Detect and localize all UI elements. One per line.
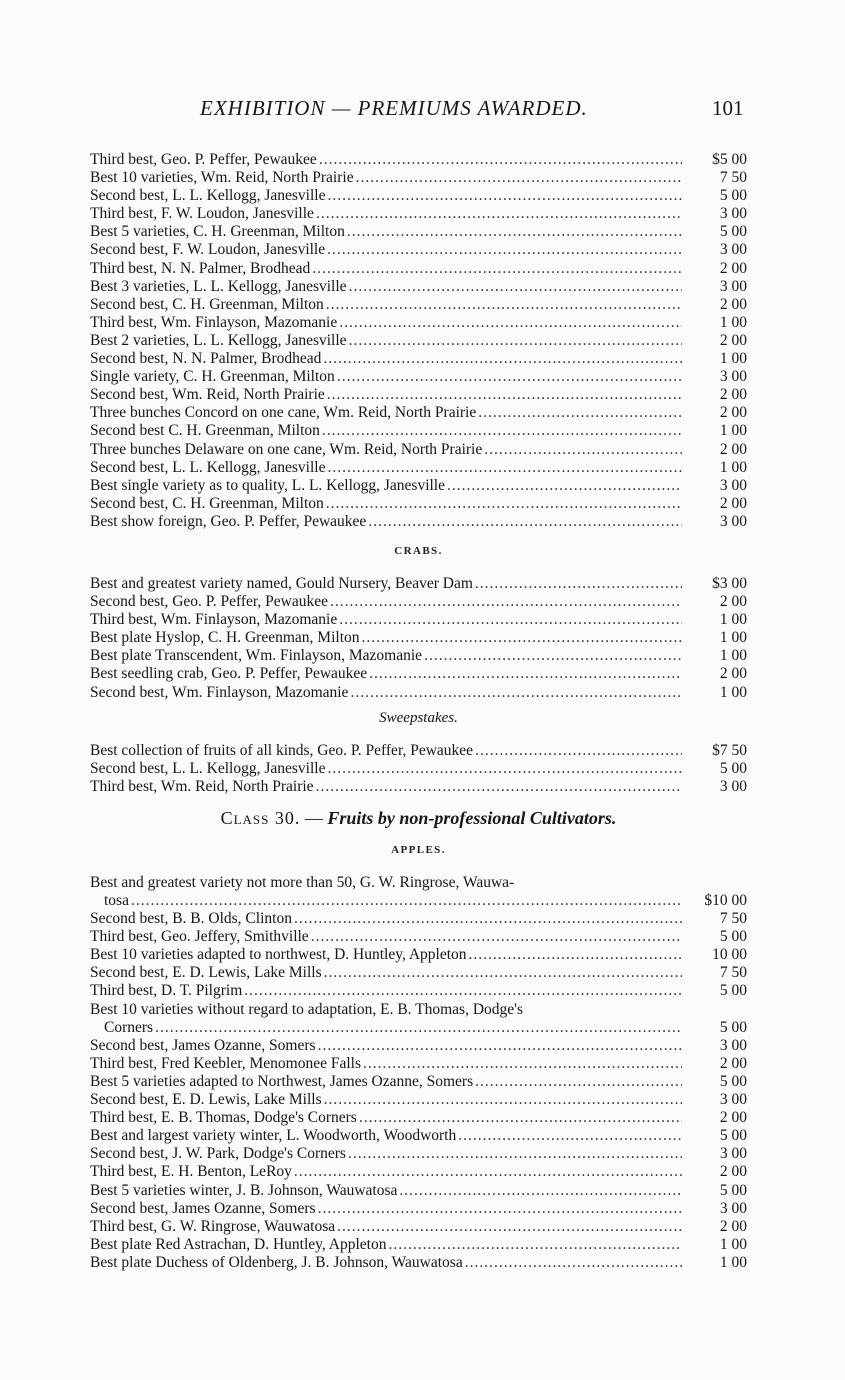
entry-row: [90, 593, 747, 611]
entry-row: [90, 314, 747, 332]
class-label: Class 30.: [220, 807, 301, 828]
entry-amount: 3 00: [719, 205, 747, 223]
dot-leader: [318, 1037, 682, 1055]
entry-text: Second best, N. N. Palmer, Brodhead: [90, 350, 322, 368]
running-title: EXHIBITION — PREMIUMS AWARDED.: [200, 96, 588, 120]
entry-amount: 1 00: [719, 611, 747, 629]
entry-row: [90, 742, 747, 760]
entry-row: [90, 1218, 747, 1236]
dot-leader: [399, 1182, 682, 1200]
entry-amount: $3 00: [712, 574, 747, 592]
entry-row: [90, 205, 747, 223]
entry-row: [90, 1163, 747, 1181]
dot-leader: [323, 350, 682, 368]
dot-leader: [349, 332, 682, 350]
dot-leader: [155, 1019, 682, 1037]
entry-text: Best 5 varieties winter, J. B. Johnson, Wauwatosa: [90, 1181, 398, 1199]
entry-text: Three bunches Concord on one cane, Wm. Reid, North Prairie: [90, 404, 477, 422]
entry-amount: 10 00: [712, 946, 747, 964]
dot-leader: [424, 647, 682, 665]
class-title: Fruits by non-professional Cultivators.: [327, 807, 617, 828]
entry-text: Second best, C. H. Greenman, Milton: [90, 494, 324, 512]
entry-row: [90, 1091, 747, 1109]
entry-row: [90, 187, 747, 205]
entry-row: [90, 1182, 747, 1200]
page-number: 101: [712, 96, 744, 120]
dot-leader: [388, 1236, 682, 1254]
dot-leader: [324, 1091, 682, 1109]
entry-row: [90, 946, 747, 964]
apples-first-entry: [90, 874, 747, 910]
dot-leader: [294, 1163, 682, 1181]
entry-row: [90, 350, 747, 368]
entry-row: [90, 1073, 747, 1091]
entry-text: Best plate Red Astrachan, D. Huntley, Appleton: [90, 1235, 387, 1253]
entry-text: Third best, Wm. Finlayson, Mazomanie: [90, 611, 338, 629]
entry-amount: 2 00: [719, 259, 747, 277]
entry-amount: 2 00: [719, 1217, 747, 1235]
entry-row: [90, 778, 747, 796]
entry-amount: 2 00: [719, 1109, 747, 1127]
entry-text: Single variety, C. H. Greenman, Milton: [90, 368, 335, 386]
entry-row: [90, 459, 747, 477]
entry-amount: 3 00: [719, 512, 747, 530]
entry-row: [90, 982, 747, 1000]
entry-row: [90, 332, 747, 350]
entry-amount: 1 00: [719, 1235, 747, 1253]
entry-text: Second best, L. L. Kellogg, Janesville: [90, 759, 326, 777]
dot-leader: [316, 205, 682, 223]
apples-heading: APPLES.: [391, 843, 446, 856]
entry-text: Third best, F. W. Loudon, Janesville: [90, 205, 314, 223]
entry-amount: 1 00: [719, 313, 747, 331]
entry-amount: 2 00: [719, 665, 747, 683]
entry-row: [90, 1037, 747, 1055]
dot-leader: [319, 151, 682, 169]
entry-row: [90, 1055, 747, 1073]
dot-leader: [327, 386, 682, 404]
entry-amount: $5 00: [712, 151, 747, 168]
entry-text: Third best, Geo. P. Peffer, Pewaukee: [90, 151, 317, 168]
entry-amount: 2 00: [719, 331, 747, 349]
entry-row: [90, 241, 747, 259]
entry-text: Second best, James Ozanne, Somers: [90, 1199, 316, 1217]
entry-text: Best plate Transcendent, Wm. Finlayson, Mazomanie: [90, 647, 423, 665]
entry-row: [90, 513, 747, 531]
entry-amount: $10 00: [704, 892, 747, 909]
entry-text: Third best, E. B. Thomas, Dodge's Corners: [90, 1109, 357, 1127]
entry-amount: 1 00: [719, 422, 747, 440]
entry-amount: 2 00: [719, 386, 747, 404]
entry-row: [90, 223, 747, 241]
entry-amount: 5 00: [719, 187, 747, 205]
entry-amount: 5 00: [719, 928, 747, 946]
entry-row: [90, 278, 747, 296]
sweepstakes-list: [90, 742, 747, 796]
dot-leader: [350, 684, 682, 702]
entry-amount: 2 00: [719, 440, 747, 458]
dot-leader: [484, 441, 682, 459]
dot-leader: [326, 495, 682, 513]
entry-row: [90, 575, 747, 593]
entry-text: Second best, F. W. Loudon, Janesville: [90, 241, 326, 259]
dot-leader: [327, 241, 682, 259]
dot-leader: [458, 1127, 682, 1145]
dot-leader: [469, 946, 682, 964]
entry-text: Third best, N. N. Palmer, Brodhead: [90, 259, 311, 277]
entry-text: Second best, E. D. Lewis, Lake Mills: [90, 964, 322, 982]
entry-text-line: Best 10 varieties without regard to adaptation, E. B. Thomas, Dodge's: [90, 1000, 523, 1018]
entry-text: Second best, James Ozanne, Somers: [90, 1036, 316, 1054]
entry-text: Best 2 varieties, L. L. Kellogg, Janesville: [90, 331, 347, 349]
dot-leader: [362, 629, 683, 647]
class-dash: —: [300, 807, 328, 828]
entry-text: Best plate Hyslop, C. H. Greenman, Milton: [90, 629, 360, 647]
dot-leader: [349, 278, 682, 296]
dot-leader: [339, 611, 682, 629]
entry-amount: 5 00: [719, 1127, 747, 1145]
entry-amount: 7 50: [719, 964, 747, 982]
dot-leader: [478, 404, 682, 422]
entry-amount: 1 00: [719, 458, 747, 476]
dot-leader: [337, 368, 682, 386]
entry-row: [90, 1019, 747, 1037]
entry-row: [90, 629, 747, 647]
entry-text: Third best, Wm. Finlayson, Mazomanie: [90, 313, 338, 331]
dot-leader: [447, 477, 682, 495]
entry-text: Third best, D. T. Pilgrim: [90, 982, 243, 1000]
class-heading: [90, 806, 747, 830]
entry-row: [90, 441, 747, 459]
entry-text: Third best, G. W. Ringrose, Wauwatosa: [90, 1217, 336, 1235]
entry-amount: 3 00: [719, 1145, 747, 1163]
entry-amount: 3 00: [719, 1036, 747, 1054]
entry-row: [90, 760, 747, 778]
entry-text: Second best, L. L. Kellogg, Janesville: [90, 458, 326, 476]
entry-text: Three bunches Delaware on one cane, Wm. Reid, North Prairie: [90, 440, 483, 458]
entry-row: [90, 910, 747, 928]
dot-leader: [324, 964, 682, 982]
entry-amount: 7 50: [719, 169, 747, 187]
dot-leader: [327, 187, 682, 205]
dot-leader: [475, 575, 682, 593]
dot-leader: [318, 1200, 682, 1218]
entry-row: [90, 1236, 747, 1254]
entry-text: Second best, L. L. Kellogg, Janesville: [90, 187, 326, 205]
entry-amount: 1 00: [719, 683, 747, 701]
entry-amount: 1 00: [719, 629, 747, 647]
entry-amount: 7 50: [719, 910, 747, 928]
dot-leader: [131, 892, 682, 910]
entry-amount: 5 00: [719, 1072, 747, 1090]
entry-row: [90, 260, 747, 278]
entry-row: [90, 1254, 747, 1272]
entry-amount: 1 00: [719, 1253, 747, 1271]
dot-leader: [294, 910, 682, 928]
entry-row: [90, 1127, 747, 1145]
entry-text: Best 10 varieties adapted to northwest, D. Huntley, Appleton: [90, 946, 467, 964]
entry-amount: 2 00: [719, 404, 747, 422]
entry-row: [90, 1145, 747, 1163]
apples-adaptation-entry: [90, 1001, 747, 1037]
entry-text: Second best, Geo. P. Peffer, Pewaukee: [90, 593, 328, 611]
apples-list-b: [90, 1037, 747, 1272]
entry-row: [90, 928, 747, 946]
entry-text: Second best C. H. Greenman, Milton: [90, 422, 320, 440]
dot-leader: [475, 1073, 682, 1091]
entry-amount: $7 50: [712, 741, 747, 759]
entry-text: Third best, Geo. Jeffery, Smithville: [90, 928, 309, 946]
crabs-heading: CRABS.: [394, 544, 443, 557]
dot-leader: [322, 422, 682, 440]
entry-text: Second best, C. H. Greenman, Milton: [90, 295, 324, 313]
entry-amount: 2 00: [719, 593, 747, 611]
entry-text: Second best, E. D. Lewis, Lake Mills: [90, 1091, 322, 1109]
entry-row: [90, 404, 747, 422]
dot-leader: [326, 296, 682, 314]
entry-text: Second best, Wm. Finlayson, Mazomanie: [90, 683, 349, 701]
entry-text: Corners: [104, 1018, 154, 1036]
entry-amount: 3 00: [719, 1091, 747, 1109]
entry-amount: 5 00: [719, 223, 747, 241]
entry-text: Best 5 varieties, C. H. Greenman, Milton: [90, 223, 345, 241]
entry-row: [90, 964, 747, 982]
entry-row: [90, 1200, 747, 1218]
entry-row: [90, 368, 747, 386]
entry-text: Best single variety as to quality, L. L. Kellogg, Janesville: [90, 476, 445, 494]
entry-row: [90, 422, 747, 440]
entry-text: Third best, E. H. Benton, LeRoy: [90, 1163, 292, 1181]
entry-amount: 5 00: [719, 1018, 747, 1036]
dot-leader: [465, 1254, 682, 1272]
entry-row: [90, 1109, 747, 1127]
premium-list: [90, 151, 747, 1272]
entry-amount: 1 00: [719, 647, 747, 665]
entry-amount: 5 00: [719, 759, 747, 777]
running-head: [0, 94, 845, 122]
entry-row: [90, 169, 747, 187]
entry-amount: 3 00: [719, 368, 747, 386]
dot-leader: [356, 169, 682, 187]
entry-text-line: Best and greatest variety not more than 50, G. W. Ringrose, Wauwa-: [90, 873, 515, 891]
entry-amount: 3 00: [719, 241, 747, 259]
entry-text: Best 10 varieties, Wm. Reid, North Prairie: [90, 169, 354, 187]
entry-row: [90, 477, 747, 495]
entry-row: [90, 892, 747, 910]
entry-amount: 1 00: [719, 350, 747, 368]
entry-row: [90, 647, 747, 665]
entry-amount: 3 00: [719, 1199, 747, 1217]
dot-leader: [330, 593, 682, 611]
entry-row: [90, 684, 747, 702]
entry-text: tosa: [104, 892, 129, 909]
entry-text: Third best, Wm. Reid, North Prairie: [90, 777, 314, 795]
entry-text: Best seedling crab, Geo. P. Peffer, Pewaukee: [90, 665, 368, 683]
dot-leader: [363, 1055, 682, 1073]
crabs-list: [90, 575, 747, 702]
dot-leader: [311, 928, 682, 946]
entry-text: Second best, B. B. Olds, Clinton: [90, 910, 292, 928]
entry-amount: 5 00: [719, 1181, 747, 1199]
entry-text: Best collection of fruits of all kinds, Geo. P. Peffer, Pewaukee: [90, 741, 474, 759]
entry-amount: 3 00: [719, 777, 747, 795]
entry-row: [90, 151, 747, 169]
entry-amount: 2 00: [719, 1054, 747, 1072]
entry-text: Best and greatest variety named, Gould Nursery, Beaver Dam: [90, 574, 473, 592]
dot-leader: [369, 665, 682, 683]
entry-amount: 5 00: [719, 982, 747, 1000]
dot-leader: [347, 223, 682, 241]
entry-text: Best 5 varieties adapted to Northwest, James Ozanne, Somers: [90, 1072, 474, 1090]
entry-text: Best plate Duchess of Oldenberg, J. B. Johnson, Wauwatosa: [90, 1253, 463, 1271]
entry-text: Second best, Wm. Reid, North Prairie: [90, 386, 325, 404]
entry-amount: 2 00: [719, 494, 747, 512]
dot-leader: [348, 1145, 682, 1163]
dot-leader: [339, 314, 682, 332]
dot-leader: [359, 1109, 682, 1127]
entry-row: [90, 386, 747, 404]
dot-leader: [327, 459, 682, 477]
entry-text: Best show foreign, Geo. P. Peffer, Pewaukee: [90, 512, 367, 530]
entry-text: Best and largest variety winter, L. Woodworth, Woodworth: [90, 1127, 457, 1145]
dot-leader: [244, 982, 682, 1000]
entry-text: Second best, J. W. Park, Dodge's Corners: [90, 1145, 346, 1163]
entry-amount: 2 00: [719, 295, 747, 313]
apples-list-a: [90, 910, 747, 1000]
entry-text: Third best, Fred Keebler, Menomonee Falls: [90, 1054, 361, 1072]
grapes-continued-list: [90, 151, 747, 531]
dot-leader: [475, 742, 682, 760]
entry-text: Best 3 varieties, L. L. Kellogg, Janesville: [90, 277, 347, 295]
dot-leader: [327, 760, 682, 778]
entry-amount: 2 00: [719, 1163, 747, 1181]
dot-leader: [337, 1218, 682, 1236]
entry-row: [90, 495, 747, 513]
dot-leader: [312, 260, 682, 278]
sweepstakes-heading: Sweepstakes.: [379, 709, 458, 726]
dot-leader: [368, 513, 682, 531]
entry-row: [90, 296, 747, 314]
dot-leader: [316, 778, 682, 796]
entry-row: [90, 665, 747, 683]
entry-amount: 3 00: [719, 277, 747, 295]
entry-amount: 3 00: [719, 476, 747, 494]
entry-row: [90, 611, 747, 629]
